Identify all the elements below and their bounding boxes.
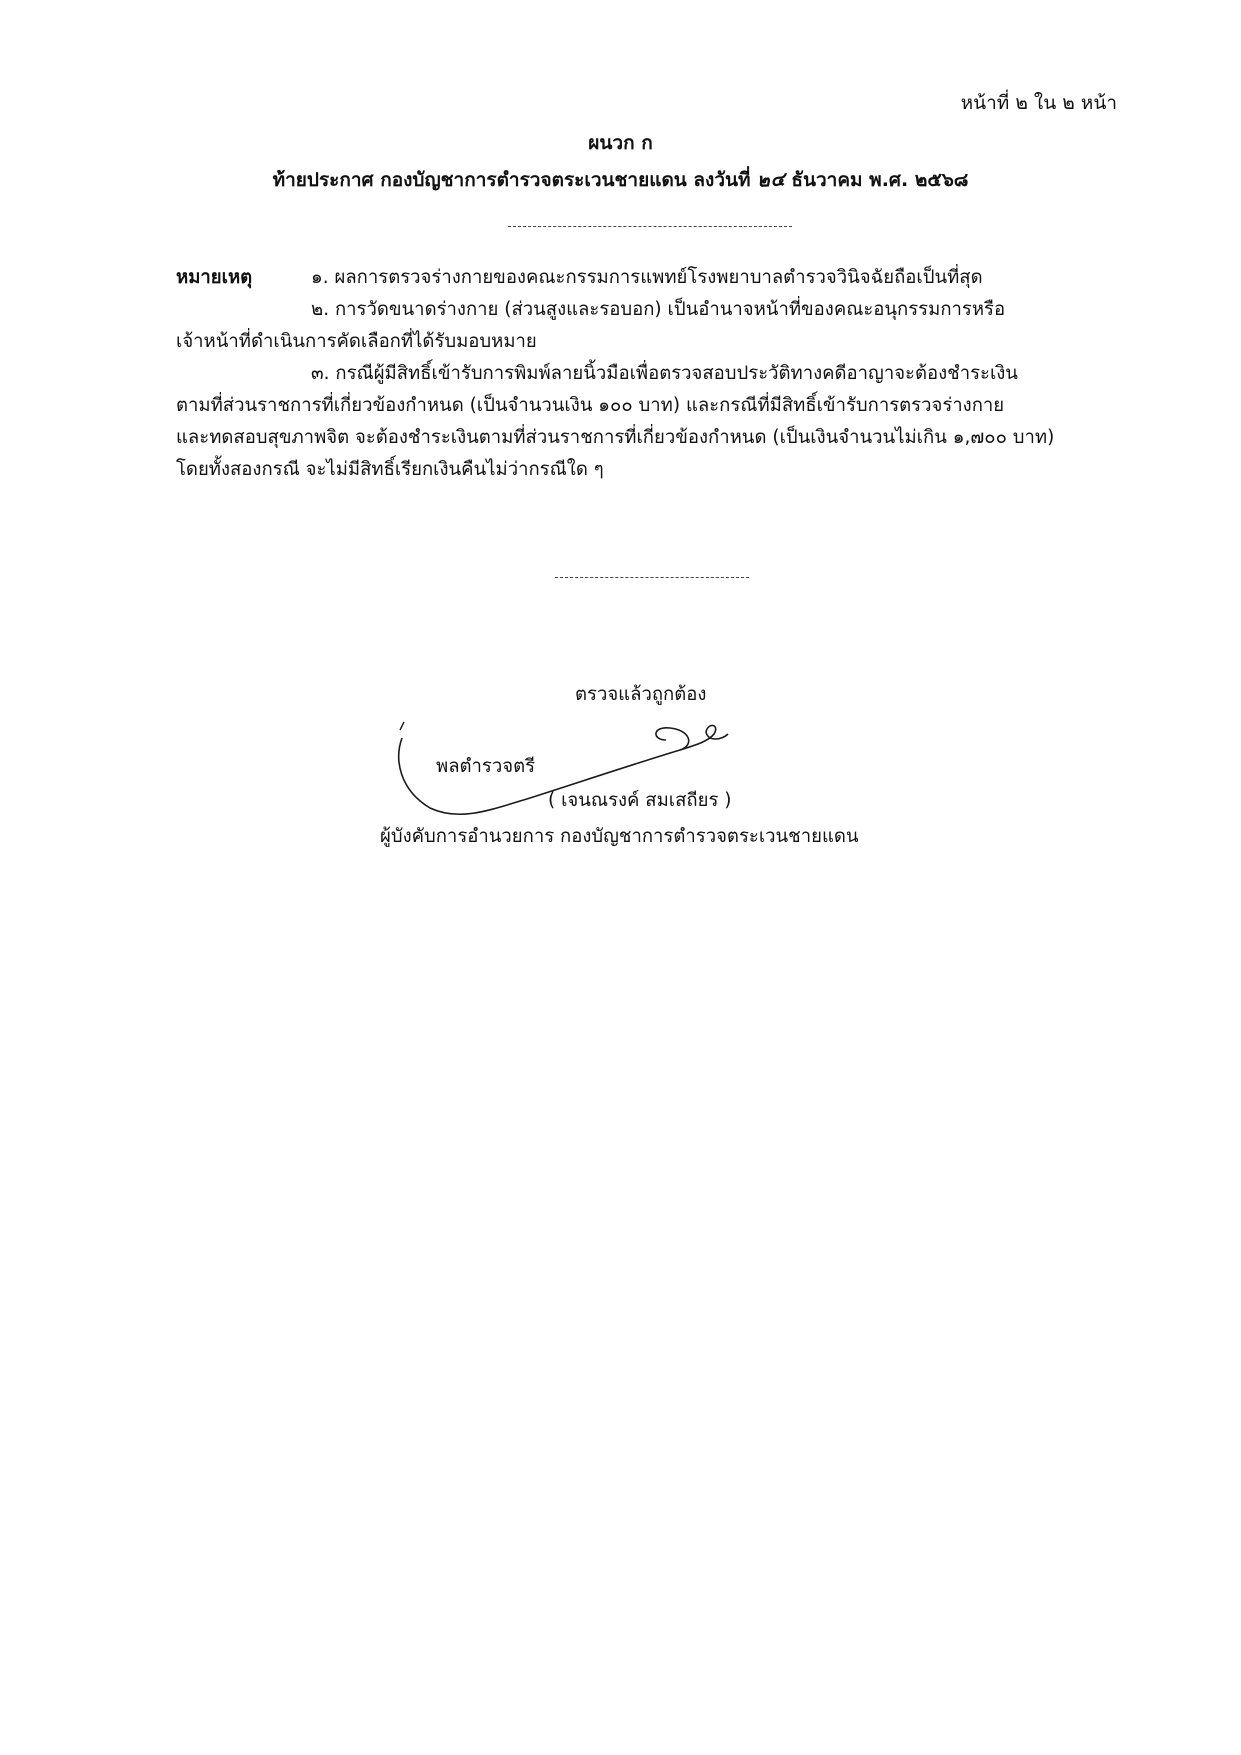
signer-name: ( เจนณรงค์ สมเสถียร ) [548,790,732,811]
note-item-3-continued [176,390,1126,422]
page-number: หน้าที่ ๒ ใน ๒ หน้า [960,92,1117,114]
note-item-3-continued [176,422,1126,454]
note-item-3-continued [176,454,1126,486]
heading-suffix: ธันวาคม พ.ศ. ๒๕๖๘ [791,169,969,191]
note-item-2-continued [176,326,1126,358]
note-text: ตามที่ส่วนราชการที่เกี่ยวข้องกำหนด (เป็นจำนวนเงิน ๑๐๐ บาท) และกรณีที่มีสิทธิ์เข้ารับการตรวจร่างกาย [176,395,1005,416]
note-item-1 [176,262,1126,294]
note-text: ๓. กรณีผู้มีสิทธิ์เข้ารับการพิมพ์ลายนิ้วมือเพื่อตรวจสอบประวัติทางคดีอาญาจะต้องชำระเงิน [311,363,1018,384]
notes-label: หมายเหตุ [176,267,253,288]
note-item-3 [176,358,1126,390]
signer-rank: พลตำรวจตรี [436,756,536,777]
handwritten-day: ๒๔ [755,168,786,192]
annex-title: ผนวก ก [588,132,653,154]
note-text: ๑. ผลการตรวจร่างกายของคณะกรรมการแพทย์โรงพยาบาลตำรวจวินิจฉัยถือเป็นที่สุด [311,267,983,288]
signer-position: ผู้บังคับการอำนวยการ กองบัญชาการตำรวจตระเวนชายแดน [380,826,859,847]
verified-label: ตรวจแล้วถูกต้อง [575,684,707,705]
heading-prefix: ท้ายประกาศ กองบัญชาการตำรวจตระเวนชายแดน ลงวันที่ [272,169,751,191]
divider-middle [555,577,749,578]
note-item-2 [176,294,1126,326]
note-text: และทดสอบสุขภาพจิต จะต้องชำระเงินตามที่ส่วนราชการที่เกี่ยวข้องกำหนด (เป็นเงินจำนวนไม่เกิน ๑,๗๐๐ บาท) [176,427,1055,448]
note-text: โดยทั้งสองกรณี จะไม่มีสิทธิ์เรียกเงินคืนไม่ว่ากรณีใด ๆ [176,459,604,480]
announcement-heading [0,165,1241,195]
divider-top [508,226,792,227]
note-text: ๒. การวัดขนาดร่างกาย (ส่วนสูงและรอบอก) เป็นอำนาจหน้าที่ของคณะอนุกรรมการหรือ [311,299,1006,320]
note-text: เจ้าหน้าที่ดำเนินการคัดเลือกที่ได้รับมอบหมาย [176,331,537,352]
notes-section [176,262,1126,486]
